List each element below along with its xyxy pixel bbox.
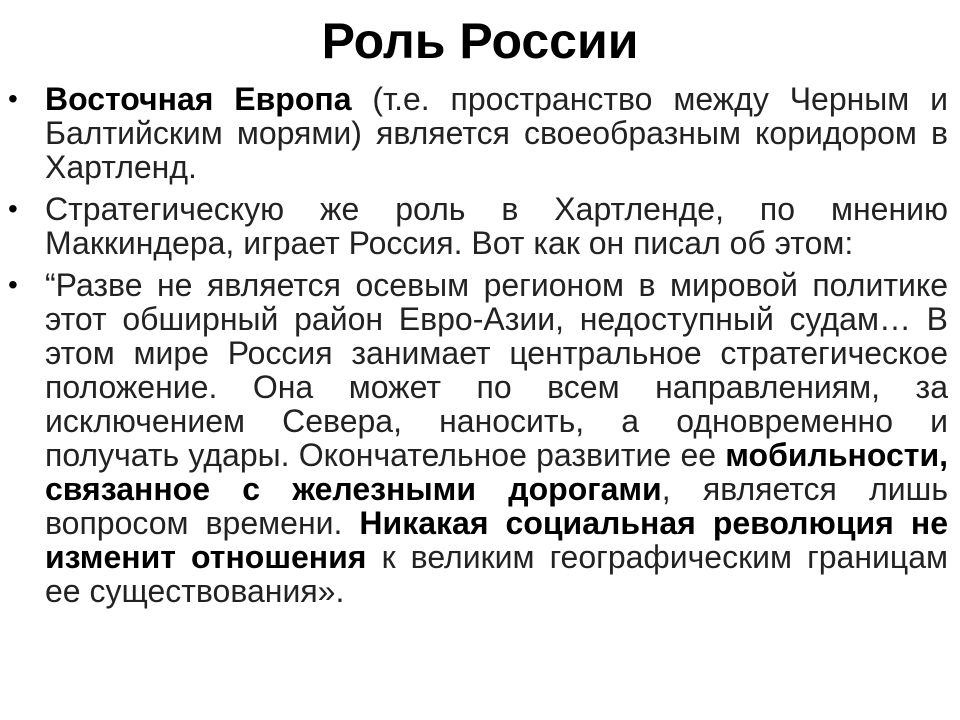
bullet-segment: , является лишь вопросом времени. bbox=[45, 471, 949, 541]
bullet-bold-segment: Восточная Европа bbox=[45, 81, 352, 117]
bullet-item-3 bbox=[0, 268, 960, 608]
bullet-bold-segment: Никакая социальная революция не изменит отношения bbox=[45, 505, 948, 575]
bullet-item-1 bbox=[0, 82, 960, 184]
bullet-segment: (т.е. пространство между Черным и Балтийским морями) является своеобразным коридором в Хартленд. bbox=[45, 81, 949, 185]
bullet-item-2 bbox=[0, 192, 960, 260]
bullet-dot-icon: • bbox=[8, 193, 18, 224]
bullet-list bbox=[0, 82, 960, 616]
bullet-dot-icon: • bbox=[8, 269, 18, 300]
bullet-dot-icon: • bbox=[8, 83, 18, 114]
bullet-segment: Стратегическую же роль в Хартленде, по мнению Маккиндера, играет Россия. Вот как он писал об этом: bbox=[45, 191, 948, 261]
bullet-text bbox=[45, 82, 948, 184]
bullet-segment: к великим географическим границам ее существования». bbox=[45, 539, 949, 609]
bullet-text bbox=[45, 268, 948, 608]
bullet-text bbox=[45, 192, 948, 260]
bullet-segment: “Разве не является осевым регионом в мировой политике этот обширный район Евро-Азии, недоступный судам… В этом мире Россия занимает центральное стратегическое положение. Она может по всем направлениям, за исключением Севера, наносить, а одновременно и получать удары. Окончательное развитие ее bbox=[45, 267, 948, 473]
slide-title: Роль России bbox=[321, 13, 639, 69]
bullet-bold-segment: мобильности, связанное с железными дорогами bbox=[45, 437, 948, 507]
